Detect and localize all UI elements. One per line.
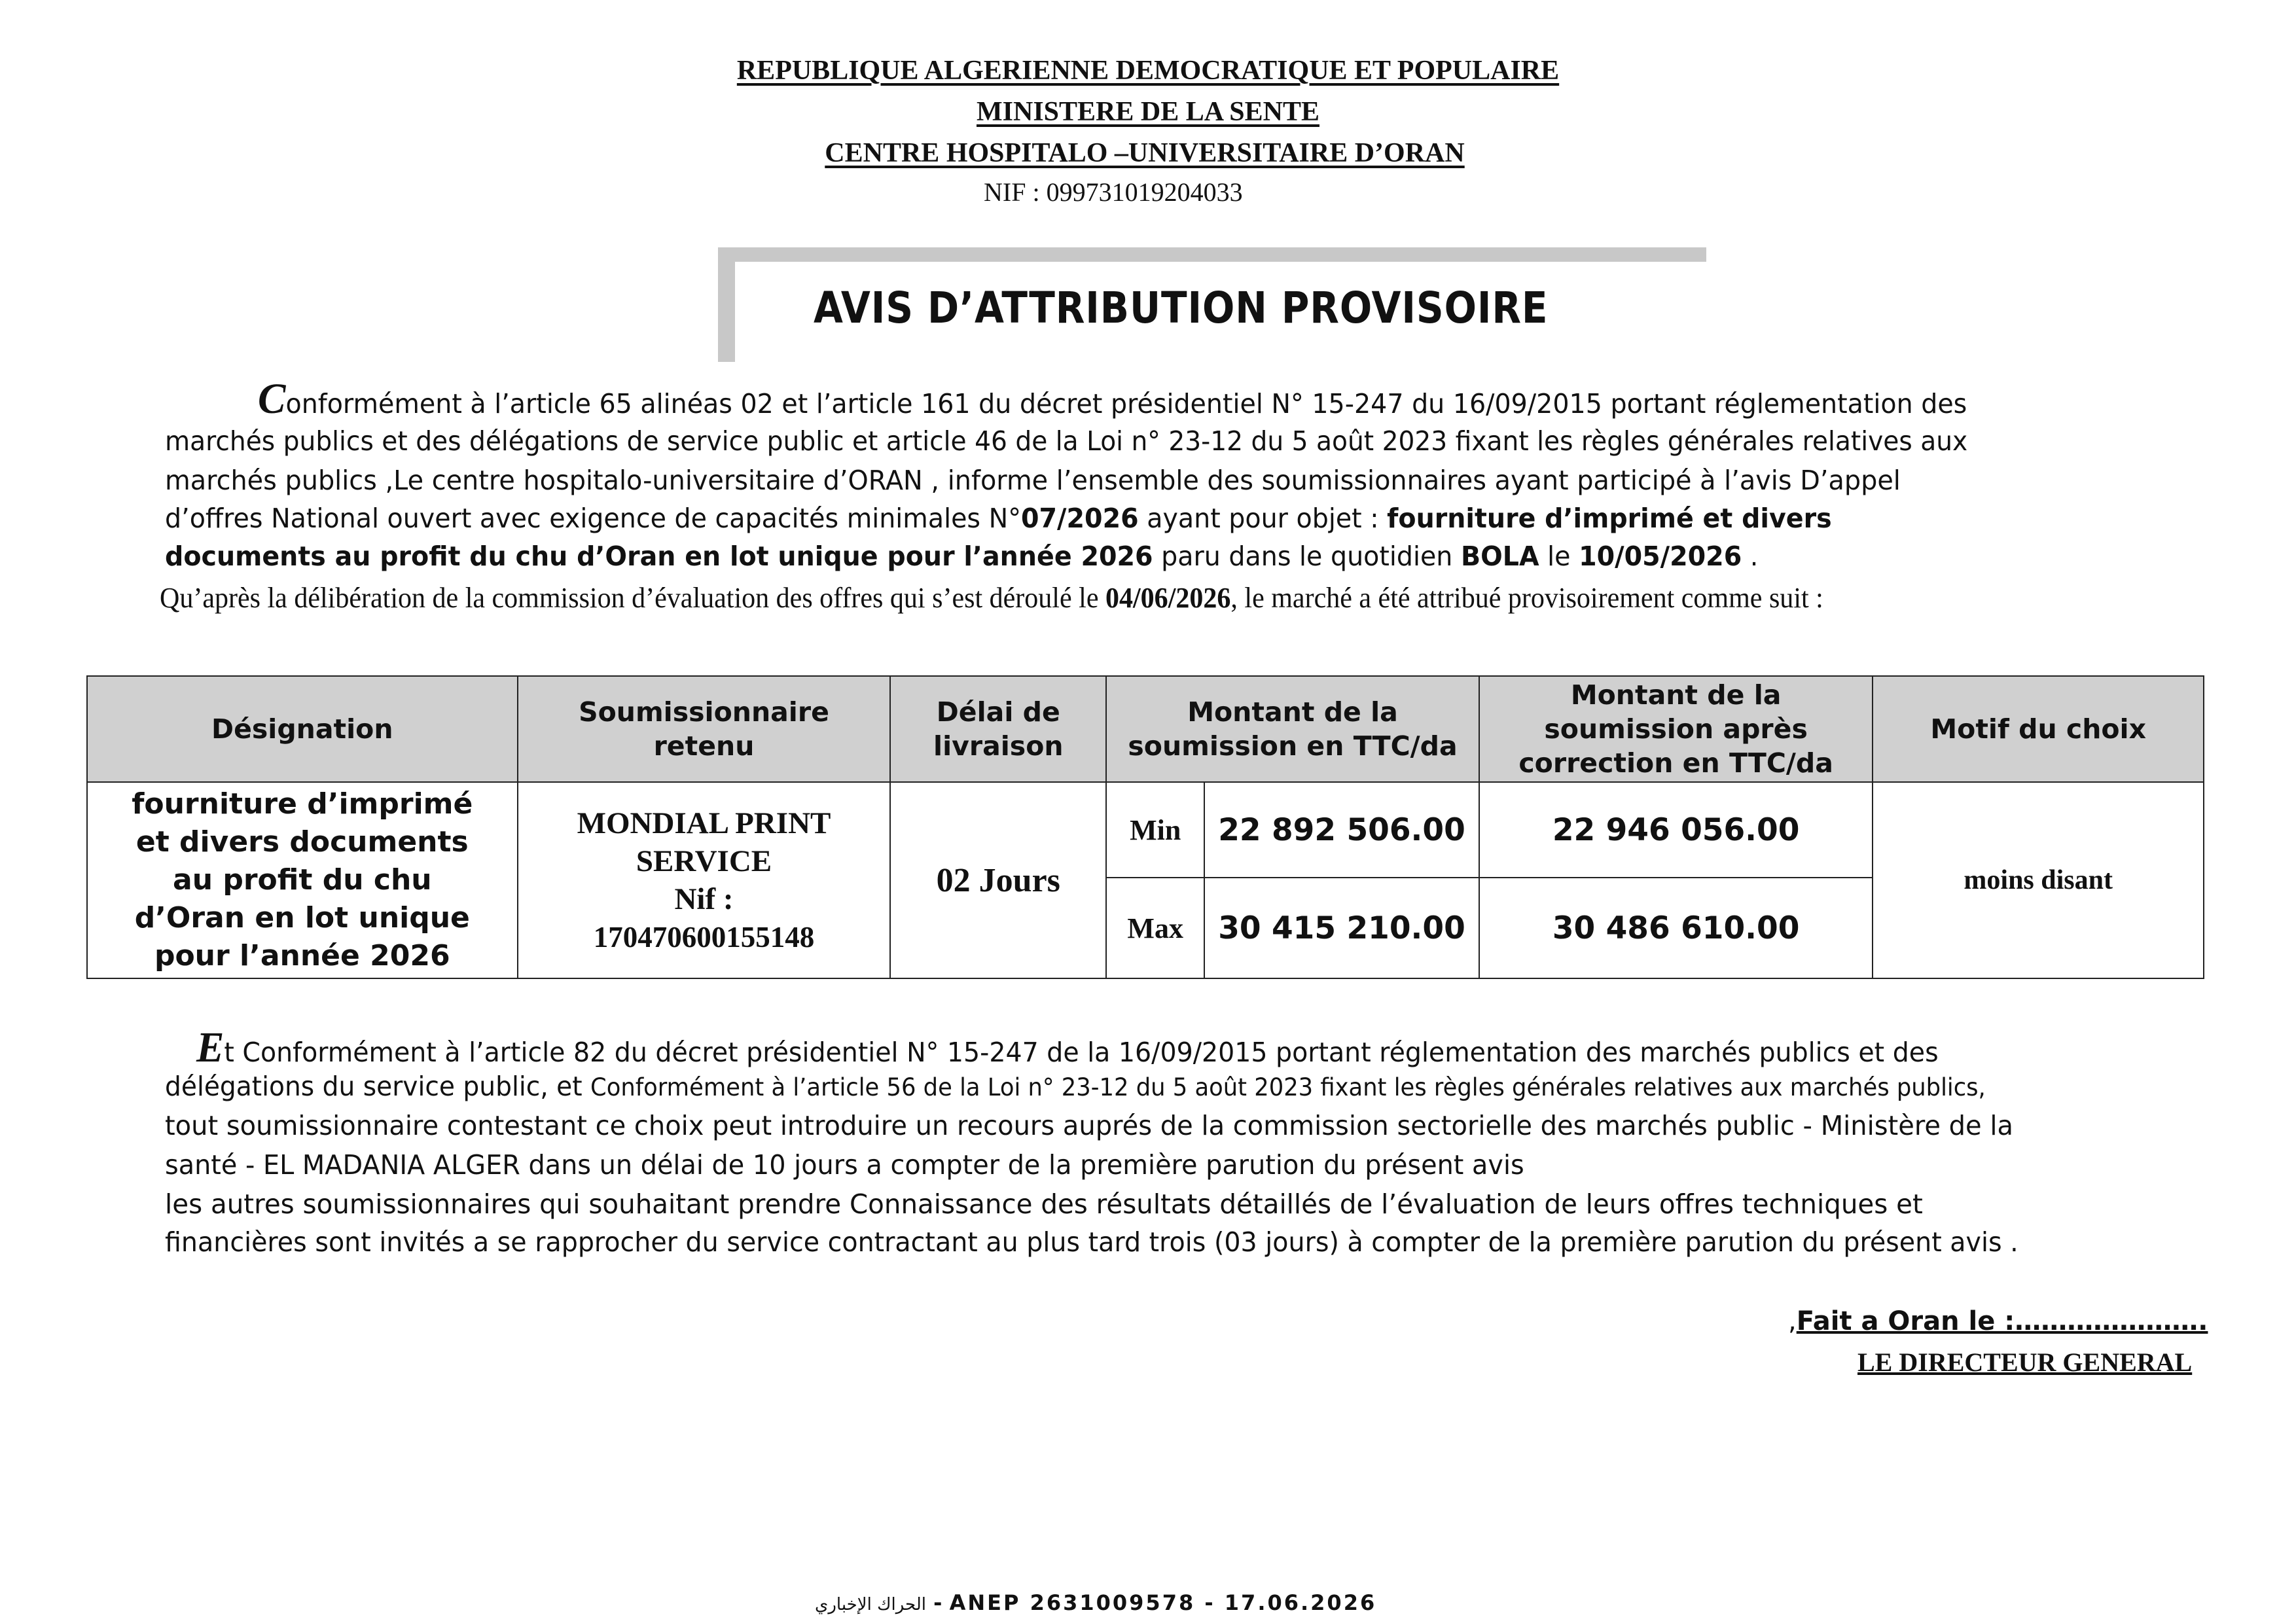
intro-line-3: marchés publics ,Le centre hospitalo-universitaire d’ORAN , informe l’ensemble des soumissionnaires ayant participé à l’avis D’appel xyxy=(165,465,1901,496)
recours-line-3: tout soumissionnaire contestant ce choix peut introduire un recours auprés de la commission sectorielle des marchés public - Ministère de la xyxy=(165,1110,2013,1141)
attribution-table xyxy=(86,675,2204,979)
deliberation-date: 04/06/2026 xyxy=(1105,582,1231,614)
header-hospital: CENTRE HOSPITALO –UNIVERSITAIRE D’ORAN xyxy=(825,138,1465,168)
document-title: AVIS D’ATTRIBUTION PROVISOIRE xyxy=(814,283,1549,333)
tender-object-1: fourniture d’imprimé et divers xyxy=(1387,503,1832,534)
recours-line-5: les autres soumissionnaires qui souhaitant prendre Connaissance des résultats détaillés de l’évaluation de leurs offres techniques et xyxy=(165,1188,1923,1220)
cell-min-montant: 22 892 506.00 xyxy=(1204,782,1479,878)
cell-motif: moins disant xyxy=(1873,782,2204,978)
signature-comma: , xyxy=(1788,1306,1797,1336)
cell-soumissionnaire xyxy=(518,782,891,978)
publication-date: 10/05/2026 xyxy=(1579,541,1742,572)
header-republic: REPUBLIQUE ALGERIENNE DEMOCRATIQUE ET POPULAIRE xyxy=(736,56,1560,86)
intro-text-5b: paru dans le quotidien xyxy=(1153,541,1461,572)
col-montant-correction: Montant de la soumission après correction en TTC/da xyxy=(1479,676,1873,782)
intro-dropcap: C xyxy=(258,375,286,423)
recours-line-1 xyxy=(196,1023,2130,1073)
cell-max-label: Max xyxy=(1106,878,1204,978)
title-frame-left xyxy=(718,247,735,362)
recours-text-1: t Conformément à l’article 82 du décret présidentiel N° 15-247 de la 16/09/2015 portant réglementation des marchés publics et des xyxy=(224,1037,1939,1068)
table-row xyxy=(87,782,2204,878)
intro-line-1 xyxy=(258,374,2066,424)
cell-max-montant: 30 415 210.00 xyxy=(1204,878,1479,978)
bidder-nif-label: Nif : xyxy=(674,882,734,916)
footer-reference xyxy=(815,1590,1376,1615)
col-delai: Délai de livraison xyxy=(890,676,1106,782)
recours-text-2a: délégations du service public, et xyxy=(165,1071,591,1102)
header-nif: NIF : 099731019204033 xyxy=(984,177,1243,207)
col-montant: Montant de la soumission en TTC/da xyxy=(1106,676,1479,782)
tender-number: 07/2026 xyxy=(1020,503,1139,534)
bidder-nif: 170470600155148 xyxy=(593,921,815,954)
recours-line-4: santé - EL MADANIA ALGER dans un délai de 10 jours a compter de la première parution du présent avis xyxy=(165,1149,1524,1181)
intro-text-6b: , le marché a été attribué provisoirement comme suit : xyxy=(1230,582,1823,614)
header-ministry: MINISTERE DE LA SENTE xyxy=(977,97,1319,127)
cell-designation: fourniture d’imprimé et divers documents au profit du chu d’Oran en lot unique pour l’année 2026 xyxy=(87,782,518,978)
intro-text-4b: ayant pour objet : xyxy=(1138,503,1388,534)
recours-line-6: financières sont invités a se rapprocher du service contractant au plus tard trois (03 jours) à compter de la première parution du présent avis . xyxy=(165,1226,2018,1258)
bidder-name: MONDIAL PRINT SERVICE xyxy=(577,806,831,878)
intro-line-2: marchés publics et des délégations de service public et article 46 de la Loi n° 23-12 du 5 août 2023 fixant les règles générales relatives aux xyxy=(165,425,1968,457)
cell-min-label: Min xyxy=(1106,782,1204,878)
newspaper-name: BOLA xyxy=(1460,541,1539,572)
tender-object-2: documents au profit du chu d’Oran en lot unique pour l’année 2026 xyxy=(165,541,1153,572)
recours-line-2 xyxy=(165,1071,2043,1102)
footer-arabic: الحراك الإخباري xyxy=(815,1595,926,1614)
intro-text-4a: d’offres National ouvert avec exigence de capacités minimales N° xyxy=(165,503,1021,534)
intro-text-1: onformément à l’article 65 alinéas 02 et l’article 161 du décret présidentiel N° 15-247 du 16/09/2015 portant réglementation des xyxy=(285,388,1967,419)
col-designation: Désignation xyxy=(87,676,518,782)
intro-text-6a: Qu’après la délibération de la commission d’évaluation des offres qui s’est déroulé le xyxy=(160,582,1105,614)
signature-director: LE DIRECTEUR GENERAL xyxy=(1857,1347,2193,1377)
recours-dropcap: E xyxy=(196,1024,224,1071)
title-frame-top xyxy=(718,247,1706,262)
col-soumissionnaire: Soumissionnaire retenu xyxy=(518,676,891,782)
recours-text-2b: Conformément à l’article 56 de la Loi n° 23-12 du 5 août 2023 fixant les règles générales relatives aux marchés publics, xyxy=(590,1073,1986,1101)
table-header-row xyxy=(87,676,2204,782)
intro-line-6 xyxy=(160,581,2037,615)
cell-delai: 02 Jours xyxy=(890,782,1106,978)
col-motif: Motif du choix xyxy=(1873,676,2204,782)
intro-text-5c: le xyxy=(1539,541,1579,572)
signature-fait: Fait a Oran le :…………………. xyxy=(1796,1306,2208,1336)
intro-text-5d: . xyxy=(1742,541,1759,572)
intro-line-5 xyxy=(165,541,2062,572)
footer-anep: - ANEP 2631009578 - 17.06.2026 xyxy=(926,1590,1377,1615)
cell-max-corr: 30 486 610.00 xyxy=(1479,878,1873,978)
cell-min-corr: 22 946 056.00 xyxy=(1479,782,1873,878)
signature-place-date xyxy=(1788,1306,2208,1336)
intro-line-4 xyxy=(165,503,2062,534)
